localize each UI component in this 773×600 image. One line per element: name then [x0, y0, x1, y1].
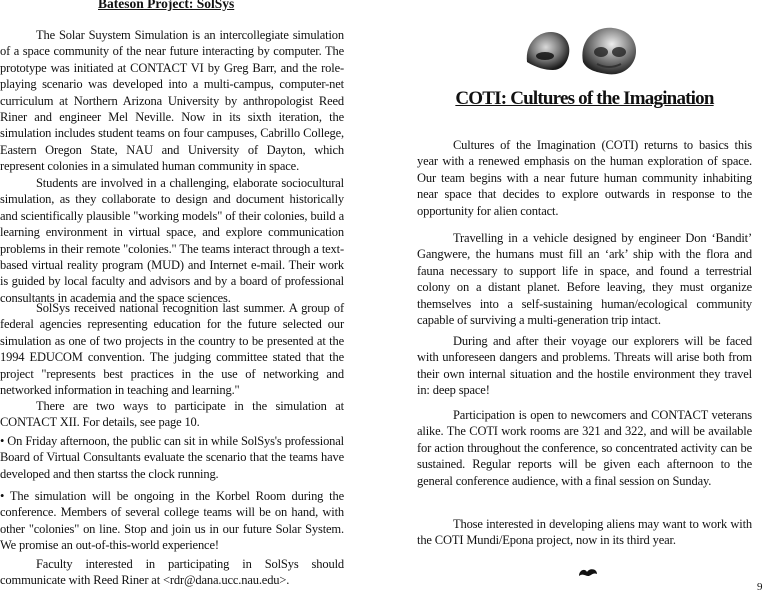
left-paragraph-4: There are two ways to participate in the simulation at CONTACT XII. For details, see page 10. [0, 399, 344, 430]
right-paragraph-4: Participation is open to newcomers and CONTACT veterans alike. The COTI work rooms are 321 and 322, and will be available for action throughout the conference, so concentrated activity can be sustained. Regular reports will be given each afternoon to the general conference audience, with a final session on Sunday. [417, 408, 752, 488]
left-section-title: Bateson Project: SolSys [98, 0, 235, 11]
page-number: 9 [757, 581, 763, 593]
left-bullet-1: • On Friday afternoon, the public can sit in while SolSys's professional Board of Virtual Consultants evaluate the scenario that the teams have developed and then startss the clock running. [0, 434, 344, 481]
right-paragraph-1: Cultures of the Imagination (COTI) returns to basics this year with a renewed emphasis on the human exploration of space. Our team begins with a near future human community inhabiting near space that decides to explore outwards in response to the opportunity for alien contact. [417, 138, 752, 218]
left-paragraph-7: Faculty interested in participating in SolSys should communicate with Reed Riner at <rdr@dana.ucc.nau.edu>. [0, 557, 344, 588]
left-bullet-2: • The simulation will be ongoing in the Korbel Room during the conference. Members of several college teams will be on hand, with other "colonies" on line. Stop and join us in our future Solar System. We promise an out-of-this-world experience! [0, 489, 344, 553]
left-paragraph-3: SolSys received national recognition last summer. A group of federal agencies representing education for the future selected our simulation as one of two projects in the country to be presented at the 1994 EDUCOM convention. The judging committee stated that the project "represents best practices in the use of networking and networked information in teaching and learning." [0, 301, 344, 398]
right-paragraph-3: During and after their voyage our explorers will be faced with unforeseen dangers and problems. Threats will arise both from their own internal situation and the hostile environment they travel in: deep space! [417, 334, 752, 398]
left-paragraph-1: The Solar Suystem Simulation is an intercollegiate simulation of a space community of the near future interacting by computer. The prototype was initiated at CONTACT VI by Greg Barr, and the role-playing scenario was developed into a multi-campus, computer-net curriculum at Northern Arizona University by anthropologist Reed Riner and engineer Mel Neville. Now in its sixth iteration, the simulation includes student teams on four campuses, Cabrillo College, Eastern Oregon State, NAU and University of Dayton, which represent colonies in a simulated human community in space. [0, 28, 344, 174]
left-paragraph-2: Students are involved in a challenging, elaborate sociocultural simulation, as they collaborate to design and document historically and scientifically plausible "working models" of their colonies, build a learning environment in virtual space, and explore communication problems in their remote "colonies." The teams interact through a text-based virtual reality program (MUD) and Internet e-mail. Their work is guided by local faculty and advisors and by a board of professional consultants in academia and the space sciences. [0, 176, 344, 305]
right-paragraph-2: Travelling in a vehicle designed by engineer Don ‘Bandit’ Gangwere, the humans must fill an ‘ark’ ship with the flora and fauna necessary to support life in space, and found a terrestrial colony on a distant planet. Before leaving, they must organize themselves into a self-sustaining human/ecological community capable of surviving a multi-generation trip intact. [417, 231, 752, 328]
right-section-title: COTI: Cultures of the Imagination [455, 88, 714, 109]
section-ornament-icon [577, 566, 599, 578]
right-paragraph-5: Those interested in developing aliens may want to work with the COTI Mundi/Epona project, now in its third year. [417, 517, 752, 548]
alien-heads-logo [523, 22, 643, 80]
